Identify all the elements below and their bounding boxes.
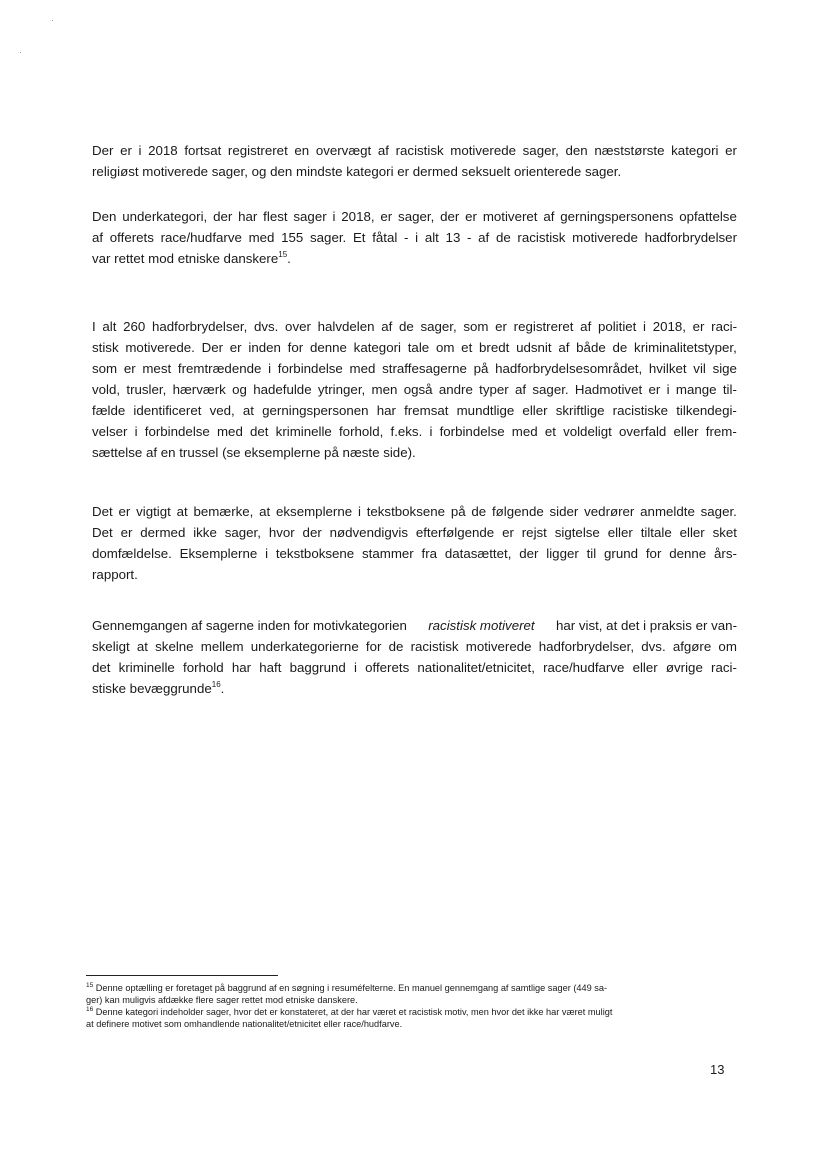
word: tiltale xyxy=(640,525,672,540)
word: 2018, xyxy=(341,209,375,224)
word: har xyxy=(238,209,258,224)
paragraph-line xyxy=(92,142,737,160)
paragraph-line: rapport. xyxy=(92,567,138,582)
paragraph-line xyxy=(92,318,737,336)
word: raci- xyxy=(711,660,737,675)
word: er xyxy=(692,319,705,334)
word: trusler, xyxy=(126,382,167,397)
word: denne xyxy=(309,340,347,355)
word: afgøre xyxy=(672,639,712,654)
word: et xyxy=(544,424,556,439)
paragraph-line xyxy=(92,638,737,656)
footnote-number: 16 xyxy=(86,1006,94,1013)
word: rejst xyxy=(521,525,547,540)
word: offerets xyxy=(365,660,410,675)
paragraph-line xyxy=(92,423,737,441)
word: stisk xyxy=(92,340,119,355)
word: på xyxy=(473,361,489,376)
word: gerningspersonen xyxy=(262,403,369,418)
word: fremsat xyxy=(404,403,449,418)
word: en xyxy=(294,143,310,158)
paragraph-line xyxy=(92,360,737,378)
word: mange xyxy=(675,382,717,397)
word: er xyxy=(123,361,136,376)
word: racistiske xyxy=(612,403,669,418)
footnote-divider xyxy=(86,975,278,976)
paragraph-line xyxy=(92,402,737,420)
word: vedrører xyxy=(584,504,635,519)
word: 13 xyxy=(445,230,461,245)
word: og xyxy=(232,382,247,397)
word: ved, xyxy=(209,403,235,418)
word: vold, xyxy=(92,382,121,397)
word: øvrige xyxy=(665,660,703,675)
word: tekstboksene xyxy=(275,546,355,561)
word: sager, xyxy=(420,319,457,334)
footnote-15-cont xyxy=(86,995,358,1006)
word: sider xyxy=(549,504,579,519)
scan-speck xyxy=(20,52,21,53)
word: sige xyxy=(712,361,737,376)
emphasis-text: racistisk motiveret xyxy=(428,618,535,633)
word: for xyxy=(287,340,304,355)
word: gerningspersonens xyxy=(560,209,674,224)
paragraph-line: sættelse af en trussel (se eksemplerne på næste side). xyxy=(92,445,416,460)
footnote-number: 15 xyxy=(86,982,94,989)
word: underkategori, xyxy=(122,209,208,224)
word: er xyxy=(648,382,661,397)
word: med xyxy=(248,230,275,245)
word: af xyxy=(377,143,389,158)
footnote-16-cont xyxy=(86,1019,402,1030)
word: at xyxy=(259,504,271,519)
word: kriminelle xyxy=(118,660,175,675)
footnote-15 xyxy=(86,983,607,994)
word: I xyxy=(92,319,96,334)
word: i xyxy=(265,546,269,561)
word: både xyxy=(576,340,606,355)
word: hadforbrydelser, xyxy=(151,319,248,334)
word: dvs. xyxy=(641,639,666,654)
word: i xyxy=(357,504,361,519)
word: er xyxy=(229,340,242,355)
word: de xyxy=(388,639,404,654)
word: er xyxy=(120,143,132,158)
word: i xyxy=(429,424,433,439)
word: sigtelse xyxy=(554,525,600,540)
word: det xyxy=(92,660,111,675)
word: raci- xyxy=(711,319,737,334)
word: det xyxy=(250,424,269,439)
word: i xyxy=(415,230,419,245)
word: af xyxy=(478,230,490,245)
word: om xyxy=(435,340,455,355)
word: kriminelle xyxy=(275,424,332,439)
word: er xyxy=(502,525,514,540)
word: har xyxy=(376,403,396,418)
word: på xyxy=(450,504,466,519)
word: skeligt xyxy=(92,639,130,654)
word: ytringer, xyxy=(317,382,366,397)
word: i xyxy=(134,424,138,439)
word: sager. xyxy=(700,504,737,519)
word: mundtlige xyxy=(456,403,515,418)
word: inden xyxy=(248,340,281,355)
word: Der xyxy=(201,340,224,355)
word: med xyxy=(216,424,243,439)
word: er xyxy=(465,209,477,224)
word: eksemplerne xyxy=(276,504,353,519)
word: som xyxy=(92,361,118,376)
word: race/hudfarve xyxy=(160,230,242,245)
word: af xyxy=(381,319,393,334)
word: er xyxy=(380,209,393,224)
word: frem- xyxy=(705,424,737,439)
paragraph-text: Gennemgangen af sagerne inden for motivkategorien xyxy=(92,618,407,633)
word: forbindelse xyxy=(439,424,505,439)
word: er xyxy=(725,143,737,158)
word: motiverede xyxy=(450,143,517,158)
word: Den xyxy=(92,209,117,224)
word: i xyxy=(353,660,357,675)
word: dvs. xyxy=(253,319,279,334)
word: til xyxy=(586,546,597,561)
word: Det xyxy=(92,525,113,540)
word: af xyxy=(515,382,527,397)
word: racistisk xyxy=(410,639,459,654)
word: til- xyxy=(722,382,737,397)
word: fortsat xyxy=(184,143,222,158)
word: opfattelse xyxy=(679,209,737,224)
word: racistisk xyxy=(395,143,444,158)
word: stammer xyxy=(362,546,414,561)
word: er xyxy=(495,319,507,334)
word: fælde xyxy=(92,403,126,418)
sentence-end: . xyxy=(287,251,291,266)
word: hvor xyxy=(268,525,295,540)
word: sager, xyxy=(398,209,435,224)
paragraph-line xyxy=(92,617,737,635)
word: følgende xyxy=(491,504,544,519)
word: tale xyxy=(407,340,430,355)
word: alt xyxy=(424,230,439,245)
footnote-text: at definere motivet som omhandlende nationalitet/etnicitet eller race/hudfarve. xyxy=(86,1019,403,1029)
paragraph-line xyxy=(92,250,291,268)
word: offerets xyxy=(109,230,154,245)
word: et xyxy=(461,340,473,355)
word: med xyxy=(349,361,376,376)
paragraph-text: var rettet mod etniske danskere xyxy=(92,251,279,266)
paragraph-line xyxy=(92,503,737,521)
word: for xyxy=(645,546,662,561)
word: Eksemplerne xyxy=(179,546,258,561)
word: af xyxy=(543,209,555,224)
word: datasættet, xyxy=(444,546,512,561)
word: eller xyxy=(607,525,633,540)
word: over xyxy=(285,319,311,334)
word: anmeldte xyxy=(640,504,695,519)
word: eller xyxy=(632,660,658,675)
paragraph-line: religiøst motiverede sager, og den mindste kategori er dermed seksuelt orienterede sager. xyxy=(92,164,622,179)
word: halvdelen xyxy=(317,319,375,334)
word: andre xyxy=(438,382,473,397)
paragraph-text: stiske bevæggrunde xyxy=(92,681,212,696)
word: - xyxy=(467,230,472,245)
word: sager. xyxy=(310,230,347,245)
paragraph-text: har vist, at det i praksis er van- xyxy=(555,618,737,633)
word: ikke xyxy=(193,525,217,540)
paragraph-line xyxy=(92,381,737,399)
paragraph-line xyxy=(92,229,737,247)
word: registreret xyxy=(227,143,288,158)
word: bemærke, xyxy=(193,504,254,519)
word: i xyxy=(332,209,336,224)
word: 2018 xyxy=(148,143,178,158)
word: eller xyxy=(673,424,699,439)
word: efterfølgende xyxy=(415,525,495,540)
word: registreret xyxy=(513,319,574,334)
word: mest xyxy=(142,361,172,376)
word: kriminalitetstyper, xyxy=(634,340,737,355)
word: at xyxy=(136,639,148,654)
word: sager. xyxy=(532,382,569,397)
word: Det xyxy=(92,504,113,519)
word: politiet xyxy=(597,319,637,334)
word: denne xyxy=(669,546,707,561)
word: i xyxy=(268,361,272,376)
word: kategori xyxy=(353,340,401,355)
word: racistisk xyxy=(517,230,566,245)
word: udsnit xyxy=(516,340,552,355)
word: som xyxy=(463,319,489,334)
word: sager, xyxy=(224,525,261,540)
word: for xyxy=(365,639,382,654)
word: forbindelse xyxy=(277,361,343,376)
word: den xyxy=(565,143,588,158)
word: typer xyxy=(479,382,509,397)
word: 155 xyxy=(281,230,304,245)
word: af xyxy=(558,340,570,355)
word: mellem xyxy=(200,639,244,654)
word: af xyxy=(580,319,592,334)
page-number: 13 xyxy=(710,1062,725,1077)
footnote-text: ger) kan muligvis afdække flere sager rettet mod etniske danskere. xyxy=(86,995,358,1005)
word: velser xyxy=(92,424,128,439)
word: fremtrædende xyxy=(177,361,262,376)
footnote-text: Denne optælling er foretaget på baggrund af en søgning i resuméfelterne. En manuel gennemgang af samtlige sager (449 sa- xyxy=(95,983,608,993)
word: identificeret xyxy=(133,403,202,418)
word: nationalitet/etnicitet, xyxy=(417,660,535,675)
word: motiverede xyxy=(572,230,638,245)
word: at xyxy=(176,504,188,519)
word: race/hudfarve xyxy=(543,660,625,675)
word: også xyxy=(403,382,433,397)
word: der xyxy=(213,209,233,224)
word: motiverede xyxy=(465,639,532,654)
word: skelne xyxy=(155,639,194,654)
word: kategori xyxy=(671,143,719,158)
word: tekstboksene xyxy=(366,504,446,519)
sentence-end: . xyxy=(220,681,225,696)
paragraph-line xyxy=(92,659,737,677)
footnote-ref: 15 xyxy=(278,250,288,259)
word: f.eks. xyxy=(390,424,423,439)
paragraph-line xyxy=(92,680,224,698)
word: sager xyxy=(293,209,327,224)
word: - xyxy=(404,230,409,245)
word: overfald xyxy=(619,424,667,439)
word: om xyxy=(718,639,737,654)
word: i xyxy=(643,319,647,334)
word: der xyxy=(302,525,322,540)
word: ligger xyxy=(546,546,579,561)
paragraph-line xyxy=(92,524,737,542)
word: domfældelse. xyxy=(92,546,172,561)
word: dermed xyxy=(140,525,186,540)
word: 2018, xyxy=(652,319,686,334)
word: straffesagerne xyxy=(382,361,467,376)
word: næststørste xyxy=(594,143,665,158)
word: forhold, xyxy=(338,424,384,439)
word: års- xyxy=(714,546,737,561)
word: men xyxy=(371,382,398,397)
word: de xyxy=(471,504,487,519)
word: overvægt xyxy=(315,143,372,158)
footnote-16 xyxy=(86,1007,612,1018)
word: de xyxy=(612,340,628,355)
word: grund xyxy=(604,546,639,561)
word: hvilket xyxy=(648,361,687,376)
word: fra xyxy=(421,546,438,561)
word: i xyxy=(666,382,670,397)
word: baggrund xyxy=(289,660,346,675)
paragraph-line xyxy=(92,208,737,226)
word: bredt xyxy=(479,340,510,355)
word: nødvendigvis xyxy=(329,525,408,540)
word: der xyxy=(440,209,460,224)
footnote-ref: 16 xyxy=(211,680,221,689)
word: eller xyxy=(679,525,705,540)
word: motiveret xyxy=(482,209,538,224)
scan-speck xyxy=(52,20,53,21)
word: motiverede. xyxy=(125,340,195,355)
word: alt xyxy=(102,319,117,334)
word: forbindelse xyxy=(144,424,210,439)
word: hadefulde xyxy=(253,382,312,397)
word: Der xyxy=(92,143,114,158)
word: hadforbrydelser, xyxy=(538,639,635,654)
word: de xyxy=(398,319,414,334)
word: de xyxy=(495,230,511,245)
word: forhold xyxy=(183,660,224,675)
word: Hadmotivet xyxy=(574,382,643,397)
word: underkategorierne xyxy=(250,639,359,654)
word: sager, xyxy=(522,143,559,158)
word: tilkendegi- xyxy=(676,403,737,418)
word: vigtigt xyxy=(136,504,171,519)
word: voldeligt xyxy=(563,424,612,439)
word: 260 xyxy=(123,319,146,334)
word: der xyxy=(519,546,539,561)
word: flest xyxy=(263,209,288,224)
paragraph-line xyxy=(92,339,737,357)
footnote-text: Denne kategori indeholder sager, hvor det er konstateret, at der har været et racistisk motiv, men hvor det ikke har været muligt xyxy=(95,1007,613,1017)
word: vil xyxy=(693,361,706,376)
word: Et xyxy=(352,230,366,245)
word: er xyxy=(118,504,131,519)
word: med xyxy=(511,424,538,439)
word: haft xyxy=(259,660,282,675)
word: hadforbrydelser xyxy=(644,230,737,245)
word: eller xyxy=(522,403,548,418)
word: hærværk xyxy=(172,382,226,397)
word: skriftlige xyxy=(555,403,605,418)
word: i xyxy=(138,143,142,158)
word: at xyxy=(242,403,254,418)
paragraph-line xyxy=(92,545,737,563)
word: sket xyxy=(712,525,737,540)
word: er xyxy=(120,525,133,540)
word: af xyxy=(92,230,104,245)
word: har xyxy=(231,660,252,675)
word: fåtal xyxy=(372,230,398,245)
word: hadforbrydelsesområdet, xyxy=(495,361,643,376)
